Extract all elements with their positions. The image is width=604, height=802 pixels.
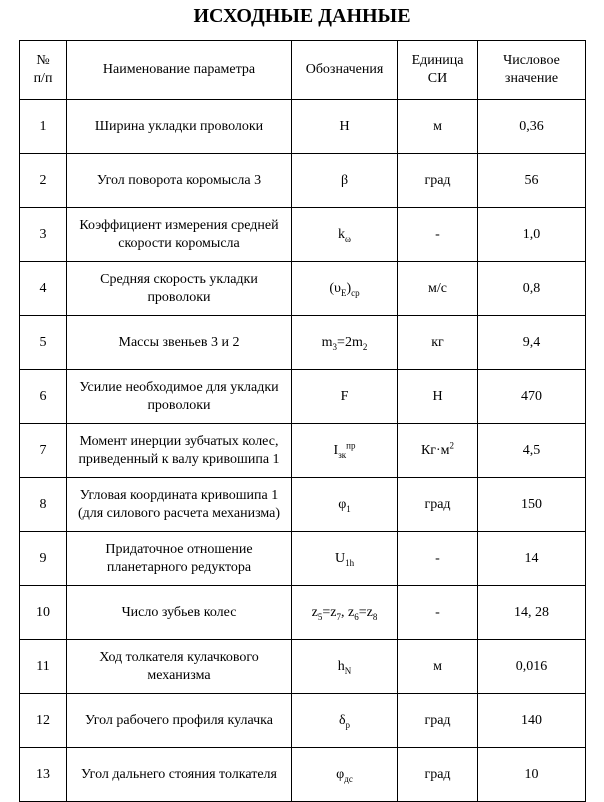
symbol-sub: 2 <box>362 341 368 352</box>
symbol-sub: 5 <box>317 611 323 622</box>
symbol-sub: E <box>340 287 347 298</box>
table-row <box>20 424 586 478</box>
symbol-main: h <box>337 658 345 674</box>
row-unit: град <box>398 478 478 532</box>
row-symbol <box>292 478 398 532</box>
row-value: 9,4 <box>478 316 586 370</box>
document-title: ИСХОДНЫЕ ДАННЫЕ <box>193 5 411 27</box>
row-value: 4,5 <box>478 424 586 478</box>
symbol-main: k <box>338 226 346 242</box>
row-symbol <box>292 262 398 316</box>
symbol-part: ) <box>346 280 352 296</box>
row-unit <box>398 424 478 478</box>
row-value: 150 <box>478 478 586 532</box>
row-param-name: Коэффициент измерения средней скорости коромысла <box>67 208 292 262</box>
row-param-name: Угол поворота коромысла 3 <box>67 154 292 208</box>
row-symbol <box>292 694 398 748</box>
header-value-line1: Числовое <box>503 53 560 68</box>
symbol-sub: зк <box>338 449 347 460</box>
source-data-table <box>19 40 586 802</box>
header-unit-line1: Единица <box>411 53 464 68</box>
row-value: 1,0 <box>478 208 586 262</box>
symbol-sub: 6 <box>354 611 359 622</box>
table-row <box>20 154 586 208</box>
header-unit <box>398 41 478 100</box>
row-unit: - <box>398 586 478 640</box>
row-number: 5 <box>20 316 67 370</box>
table-row <box>20 316 586 370</box>
row-param-name: Момент инерции зубчатых колес, приведенный к валу кривошипа 1 <box>67 424 292 478</box>
row-unit: град <box>398 694 478 748</box>
row-param-name: Угловая координата кривошипа 1 (для силового расчета механизма) <box>67 478 292 532</box>
table-row <box>20 262 586 316</box>
row-param-name: Угол рабочего профиля кулачка <box>67 694 292 748</box>
row-value: 0,8 <box>478 262 586 316</box>
row-number: 11 <box>20 640 67 694</box>
symbol-part: =2m <box>337 334 363 350</box>
row-unit: - <box>398 208 478 262</box>
row-value: 470 <box>478 370 586 424</box>
row-unit: - <box>398 532 478 586</box>
row-symbol: H <box>292 100 398 154</box>
row-number: 13 <box>20 748 67 802</box>
row-param-name: Средняя скорость укладки проволоки <box>67 262 292 316</box>
table-row <box>20 694 586 748</box>
header-value-line2: значение <box>504 71 559 86</box>
row-symbol <box>292 208 398 262</box>
row-symbol <box>292 316 398 370</box>
symbol-main: φ <box>338 496 347 512</box>
symbol-part: z <box>311 604 318 620</box>
symbol-main: I <box>333 442 339 458</box>
table-row <box>20 748 586 802</box>
symbol-sub: 8 <box>372 611 378 622</box>
unit-sup: 2 <box>449 439 455 450</box>
row-unit: кг <box>398 316 478 370</box>
row-unit: м <box>398 640 478 694</box>
row-value: 140 <box>478 694 586 748</box>
header-param: Наименование параметра <box>67 41 292 100</box>
table-row <box>20 640 586 694</box>
symbol-part: m <box>321 334 333 350</box>
row-unit: град <box>398 154 478 208</box>
symbol-main: δ <box>338 712 346 728</box>
symbol-part: =z <box>322 604 337 620</box>
row-param-name: Ширина укладки проволоки <box>67 100 292 154</box>
row-param-name: Ход толкателя кулачкового механизма <box>67 640 292 694</box>
unit-main: Кг·м <box>420 442 450 458</box>
row-number: 4 <box>20 262 67 316</box>
row-symbol: β <box>292 154 398 208</box>
symbol-main: φ <box>336 766 345 782</box>
row-number: 6 <box>20 370 67 424</box>
header-unit-line2: СИ <box>427 71 448 86</box>
symbol-sub: 1 <box>346 503 351 514</box>
row-number: 8 <box>20 478 67 532</box>
row-param-name: Угол дальнего стояния толкателя <box>67 748 292 802</box>
row-symbol <box>292 640 398 694</box>
row-value: 0,36 <box>478 100 586 154</box>
row-symbol <box>292 532 398 586</box>
symbol-part: (υ <box>329 280 341 296</box>
row-unit: м/с <box>398 262 478 316</box>
header-symbol: Обозначения <box>292 41 398 100</box>
table-row <box>20 100 586 154</box>
row-param-name: Массы звеньев 3 и 2 <box>67 316 292 370</box>
row-symbol <box>292 586 398 640</box>
header-number <box>20 41 67 100</box>
header-number-line1: № <box>36 53 50 68</box>
header-row <box>20 41 586 100</box>
header-value <box>478 41 586 100</box>
row-value: 14, 28 <box>478 586 586 640</box>
symbol-sub: 3 <box>332 341 338 352</box>
symbol-part: =z <box>358 604 373 620</box>
row-value: 56 <box>478 154 586 208</box>
row-number: 9 <box>20 532 67 586</box>
row-unit: м <box>398 100 478 154</box>
row-number: 7 <box>20 424 67 478</box>
table-row <box>20 208 586 262</box>
symbol-part: , z <box>341 604 355 620</box>
symbol-sup: пр <box>346 439 356 450</box>
row-symbol <box>292 748 398 802</box>
row-value: 10 <box>478 748 586 802</box>
table-row <box>20 586 586 640</box>
row-symbol: F <box>292 370 398 424</box>
row-number: 1 <box>20 100 67 154</box>
row-param-name: Число зубьев колес <box>67 586 292 640</box>
table-row <box>20 478 586 532</box>
row-value: 0,016 <box>478 640 586 694</box>
symbol-sub: р <box>345 719 351 730</box>
symbol-sub: ср <box>351 287 360 298</box>
symbol-sub: 1h <box>345 557 355 568</box>
table-row <box>20 532 586 586</box>
row-symbol <box>292 424 398 478</box>
symbol-sub: ω <box>345 233 351 244</box>
row-unit: град <box>398 748 478 802</box>
table-row <box>20 370 586 424</box>
header-number-line2: п/п <box>33 71 53 86</box>
row-number: 12 <box>20 694 67 748</box>
symbol-sub: N <box>344 665 352 676</box>
row-number: 2 <box>20 154 67 208</box>
symbol-sub: 7 <box>336 611 341 622</box>
row-unit: Н <box>398 370 478 424</box>
symbol-sub: дс <box>344 773 353 784</box>
row-value: 14 <box>478 532 586 586</box>
row-number: 10 <box>20 586 67 640</box>
row-param-name: Придаточное отношение планетарного редуктора <box>67 532 292 586</box>
row-number: 3 <box>20 208 67 262</box>
row-param-name: Усилие необходимое для укладки проволоки <box>67 370 292 424</box>
symbol-main: U <box>334 550 346 566</box>
